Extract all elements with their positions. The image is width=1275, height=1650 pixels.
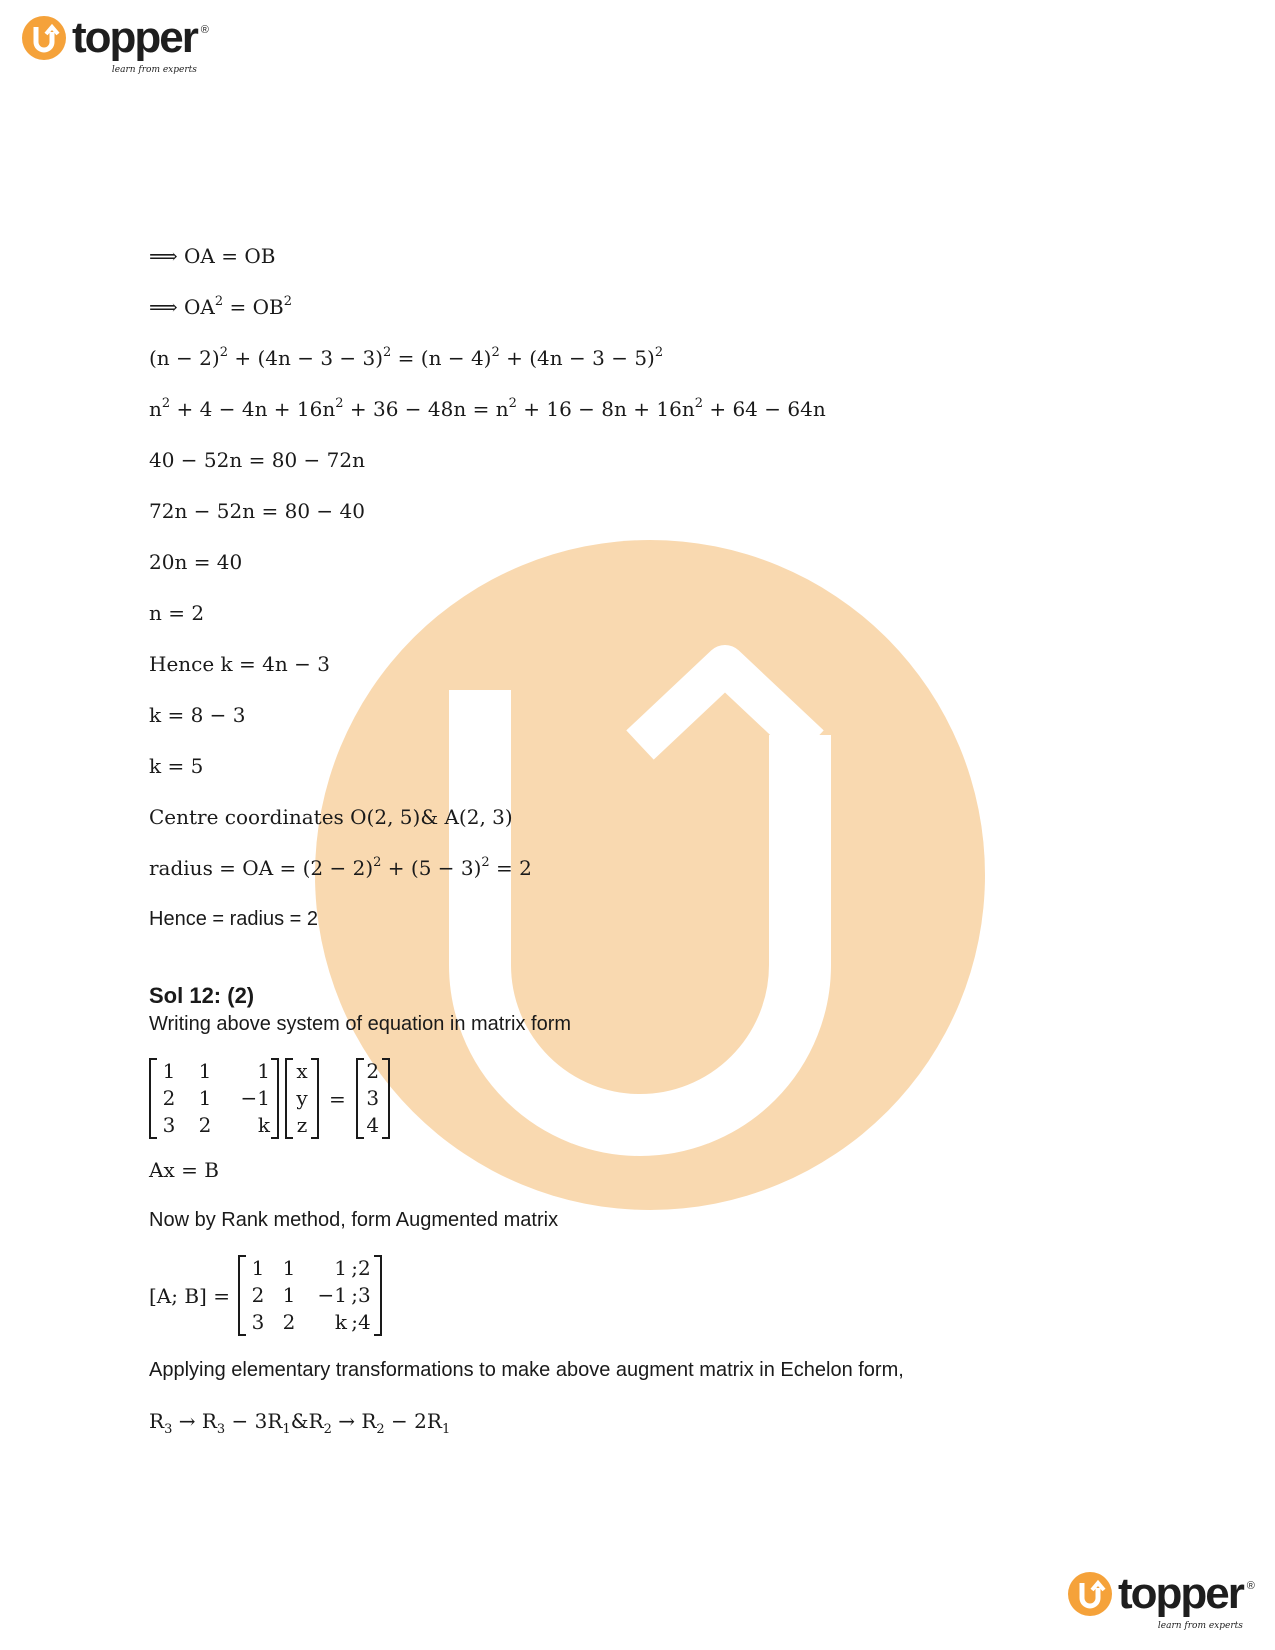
row-operations: $R_3 \to R_3$ − $3R_1\&R_2 \to R_2 - 2R_1$ <box>149 1409 451 1437</box>
step-n-value: n = 2 <box>149 601 205 625</box>
step-simplify-1: 40 − 52n = 80 − 72n <box>149 448 365 472</box>
brand-wordmark: topper ® learn from experts <box>72 13 209 75</box>
step-simplify-3: 20n = 40 <box>149 550 243 574</box>
coefficient-matrix: 1 1 1 2 1 −1 3 2 k <box>149 1058 279 1139</box>
step-k-value: k = 5 <box>149 754 204 778</box>
ax-equals-b: Ax = B <box>149 1158 219 1182</box>
brand-logo-top <box>22 13 209 75</box>
step-hence-k: Hence k = 4n − 3 <box>149 652 330 676</box>
step-k-sub: k = 8 − 3 <box>149 703 246 727</box>
constant-vector: 2 3 4 <box>356 1058 390 1139</box>
rank-method-text: Now by Rank method, form Augmented matrix <box>149 1209 559 1231</box>
equals-sign: = <box>329 1086 346 1111</box>
solution-heading: Sol 12: (2) <box>149 983 255 1008</box>
step-radius: radius = OA = $(2 - 2)^2 + (5 - 3)^2 = 2$ <box>149 855 532 880</box>
step-oa-eq-ob: ⟹ OA = OB <box>149 244 276 268</box>
step-polynomial: $n^2 + 4 - 4n + 16n^2 + 36 - 48n = n^2 + 16 - 8n + 16n^2 + 64 - 64n$ <box>149 396 826 421</box>
step-centre: Centre coordinates O(2, 5)& A(2, 3) <box>149 805 513 829</box>
step-conclusion: Hence = radius = 2 <box>149 908 318 930</box>
brand-circle-icon <box>22 16 66 60</box>
augmented-matrix: 1 1 1 ;2 2 1 −1 ;3 3 2 k ;4 <box>238 1255 382 1336</box>
augmented-matrix-equation <box>149 1255 382 1336</box>
augmented-label: [A; B] = <box>149 1283 230 1308</box>
step-simplify-2: 72n − 52n = 80 − 40 <box>149 499 365 523</box>
brand-circle-icon <box>1068 1572 1112 1616</box>
brand-wordmark: topper ® learn from experts <box>1118 1569 1255 1631</box>
variable-vector: x y z <box>285 1058 319 1139</box>
brand-logo-bottom <box>1068 1569 1255 1631</box>
step-squared: ⟹ $OA^2 = OB^2$ <box>149 294 293 319</box>
matrix-equation <box>149 1058 390 1139</box>
solution-intro: Writing above system of equation in matrix form <box>149 1013 572 1035</box>
step-expanded: $(n - 2)^2 + (4n - 3 - 3)^2 = (n - 4)^2 + (4n - 3 - 5)^2$ <box>149 345 664 370</box>
transform-text: Applying elementary transformations to make above augment matrix in Echelon form, <box>149 1359 904 1381</box>
